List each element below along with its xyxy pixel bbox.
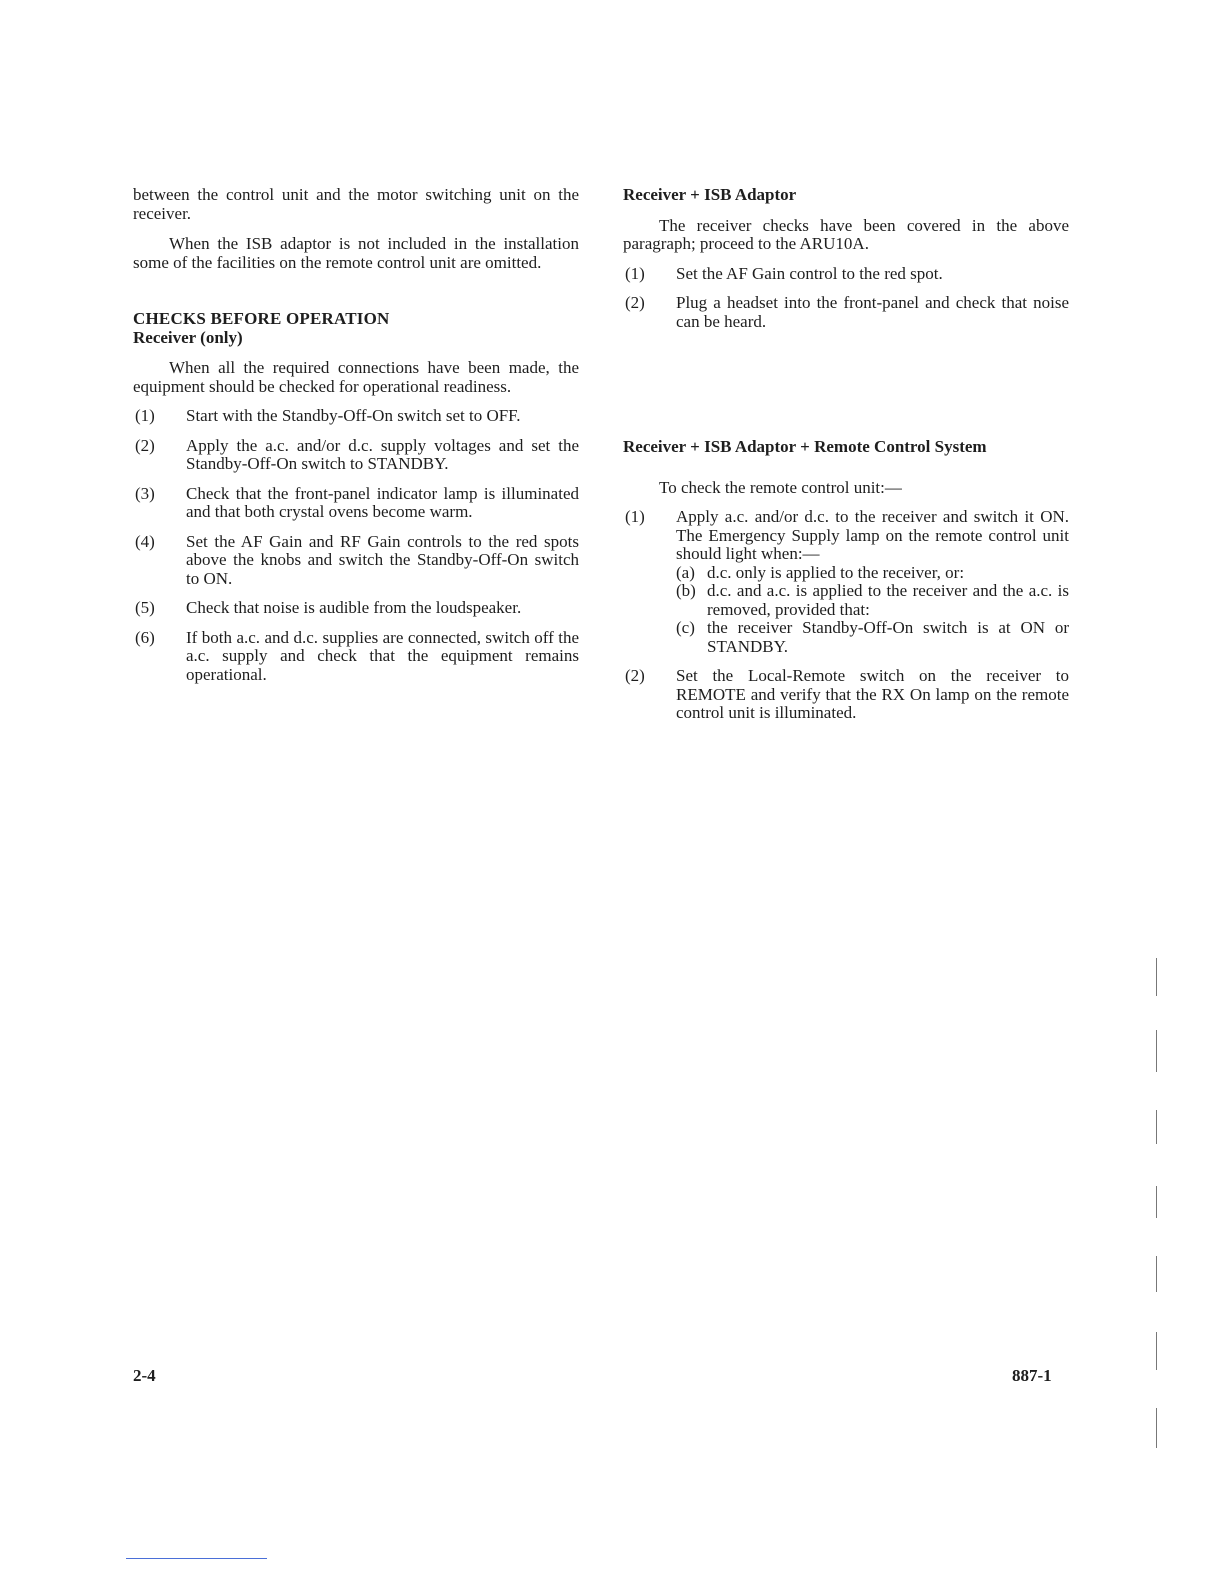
list-item	[133, 629, 579, 685]
list-item	[623, 265, 1069, 284]
item-text: Check that the front-panel indicator lamp is illuminated and that both crystal ovens become warm.	[186, 483, 579, 521]
right-column	[623, 186, 1069, 723]
scan-edge-mark	[1156, 1030, 1157, 1072]
remote-control-heading: Receiver + ISB Adaptor + Remote Control System	[623, 437, 987, 456]
item-number: (5)	[135, 598, 155, 617]
remote-control-paragraph: To check the remote control unit:—	[659, 477, 902, 497]
isb-note-paragraph: When the ISB adaptor is not included in the installation some of the facilities on the remote control unit are omitted.	[133, 234, 579, 272]
scan-edge-mark	[1156, 1256, 1157, 1292]
item-number: (1)	[135, 406, 155, 425]
isb-adaptor-paragraph: The receiver checks have been covered in the above paragraph; proceed to the ARU10A.	[623, 215, 1069, 253]
item-number: (1)	[625, 507, 645, 526]
sub-item-text: d.c. only is applied to the receiver, or:	[707, 562, 965, 582]
item-text: Check that noise is audible from the loudspeaker.	[186, 598, 522, 617]
scan-edge-mark	[1156, 1110, 1157, 1144]
item-number: (2)	[625, 293, 645, 312]
sub-list-item	[676, 582, 1069, 619]
item-text: Set the Local-Remote switch on the receiver to REMOTE and verify that the RX On lamp on the remote control unit is illuminated.	[676, 666, 1069, 722]
list-item	[133, 485, 579, 522]
list-item	[133, 533, 579, 589]
document-number: 887-1	[1012, 1366, 1052, 1385]
list-item	[623, 667, 1069, 723]
sub-item-number: (b)	[676, 581, 696, 600]
left-column	[133, 186, 579, 684]
item-number: (4)	[135, 531, 155, 551]
sub-item-number: (a)	[676, 562, 695, 582]
intro-paragraph: between the control unit and the motor switching unit on the receiver.	[133, 185, 579, 223]
item-text: Start with the Standby-Off-On switch set to OFF.	[186, 406, 521, 425]
item-text: Apply the a.c. and/or d.c. supply voltages and set the Standby-Off-On switch to STANDBY.	[186, 435, 579, 473]
section-heading: CHECKS BEFORE OPERATION	[133, 309, 390, 328]
item-number: (1)	[625, 263, 645, 283]
scan-edge-mark	[1156, 958, 1157, 996]
item-number: (6)	[135, 627, 155, 647]
item-number: (3)	[135, 483, 155, 503]
readiness-paragraph: When all the required connections have been made, the equipment should be checked for operational readiness.	[133, 358, 579, 396]
bottom-rule	[126, 1558, 267, 1559]
list-item	[133, 599, 579, 618]
list-item	[133, 407, 579, 426]
sub-item-text: the receiver Standby-Off-On switch is at ON or STANDBY.	[707, 618, 1069, 656]
item-text: Set the AF Gain control to the red spot.	[676, 263, 943, 283]
sub-list-item	[676, 619, 1069, 656]
item-text: Apply a.c. and/or d.c. to the receiver and switch it ON. The Emergency Supply lamp on the remote control unit should light when:—	[676, 507, 1069, 563]
item-text: Plug a headset into the front-panel and check that noise can be heard.	[676, 293, 1069, 331]
scan-edge-mark	[1156, 1408, 1157, 1448]
list-item	[623, 294, 1069, 331]
scan-edge-mark	[1156, 1186, 1157, 1218]
receiver-only-subheading: Receiver (only)	[133, 327, 243, 347]
list-item	[133, 437, 579, 474]
scan-edge-mark	[1156, 1332, 1157, 1370]
page-number: 2-4	[133, 1366, 156, 1385]
list-item	[623, 508, 1069, 564]
sub-item-text: d.c. and a.c. is applied to the receiver and the a.c. is removed, provided that:	[707, 581, 1069, 619]
item-text: If both a.c. and d.c. supplies are connected, switch off the a.c. supply and check that the equipment remains operational.	[186, 627, 579, 684]
item-text: Set the AF Gain and RF Gain controls to the red spots above the knobs and switch the Standby-Off-On switch to ON.	[186, 531, 579, 588]
isb-adaptor-heading: Receiver + ISB Adaptor	[623, 185, 797, 204]
sub-item-number: (c)	[676, 618, 695, 637]
item-number: (2)	[625, 666, 645, 685]
sub-list-item	[676, 564, 1069, 583]
item-number: (2)	[135, 435, 155, 455]
